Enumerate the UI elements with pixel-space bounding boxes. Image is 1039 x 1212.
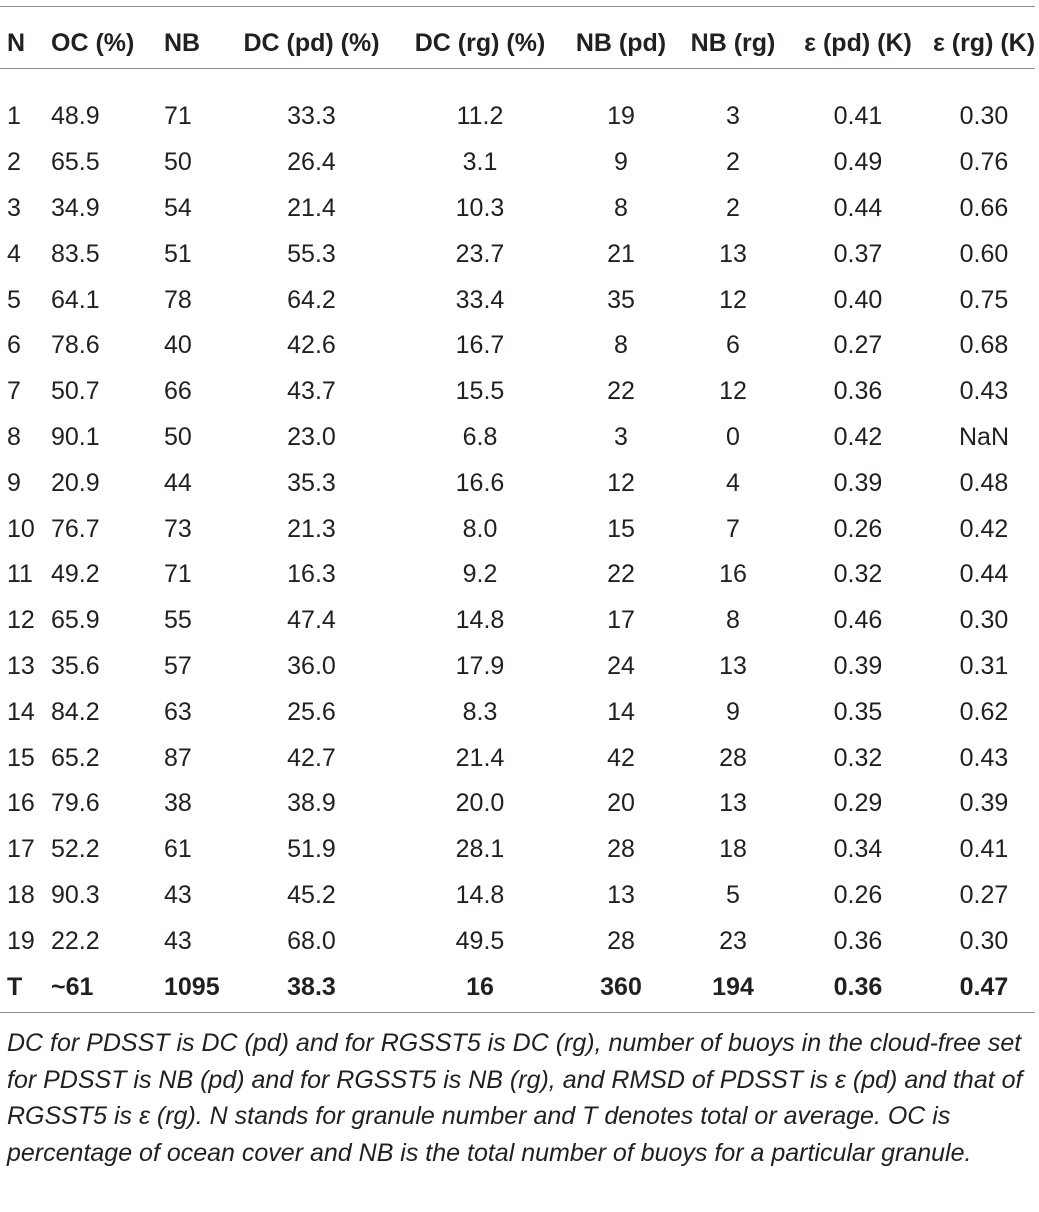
table-row (0, 552, 1039, 598)
table-cell: 3.1 (462, 148, 498, 177)
table-cell: 10.3 (455, 193, 505, 222)
table-cell: 0.60 (959, 239, 1009, 268)
table-cell: 68.0 (287, 926, 336, 955)
header-cell: ε (rg) (K) (932, 28, 1036, 57)
header-cell: DC (rg) (%) (414, 28, 546, 57)
table-cell: 42.7 (287, 743, 336, 772)
table-cell: 87 (164, 743, 192, 772)
table-cell: 8 (726, 606, 740, 635)
table-cell: 14 (607, 697, 635, 726)
table-cell: 0.49 (833, 148, 883, 177)
table-cell: 20.0 (455, 789, 505, 818)
total-cell: 16 (466, 972, 494, 1001)
table-cell: 57 (164, 651, 192, 680)
table-cell: 0.32 (833, 743, 883, 772)
table-cell: 3 (614, 422, 628, 451)
total-cell: 1095 (164, 972, 220, 1001)
table-row (0, 506, 1039, 552)
table-cell: 11.2 (456, 102, 504, 131)
table-top-rule (0, 6, 1035, 7)
table-cell: 40 (164, 331, 192, 360)
table-cell: 8 (614, 331, 628, 360)
table-cell: 48.9 (51, 102, 100, 131)
table-cell: 66 (164, 377, 192, 406)
table-cell: 76.7 (51, 514, 100, 543)
table-row (0, 644, 1039, 690)
table-cell: 90.1 (51, 422, 100, 451)
table-cell: 0.39 (833, 468, 883, 497)
table-cell: 0 (726, 422, 740, 451)
table-cell: 23.0 (287, 422, 336, 451)
table-cell: 55.3 (287, 239, 336, 268)
table-cell: 0.36 (833, 377, 883, 406)
table-cell: 54 (164, 193, 192, 222)
total-cell: T (7, 972, 23, 1001)
table-cell: 0.39 (833, 651, 883, 680)
table-cell: 12 (607, 468, 635, 497)
table-cell: 13 (719, 789, 747, 818)
table-cell: 4 (7, 239, 21, 268)
table-cell: 43 (164, 880, 192, 909)
table-cell: 0.31 (959, 651, 1009, 680)
table-cell: 0.41 (959, 835, 1009, 864)
header-cell: OC (%) (51, 28, 135, 57)
table-cell: 15 (7, 743, 35, 772)
table-row (0, 415, 1039, 461)
table-cell: 63 (164, 697, 192, 726)
table-cell: 79.6 (51, 789, 100, 818)
header-cell: NB (164, 28, 201, 57)
table-cell: 43.7 (287, 377, 336, 406)
table-cell: 12 (719, 377, 747, 406)
table-body (0, 68, 1039, 1010)
table-cell: 65.5 (51, 148, 100, 177)
table-cell: 25.6 (287, 697, 336, 726)
table-cell: 0.30 (959, 926, 1009, 955)
table-cell: 21.4 (287, 193, 336, 222)
table-cell: 73 (164, 514, 192, 543)
table-cell: 0.42 (959, 514, 1009, 543)
table-cell: 9 (614, 148, 628, 177)
table-row (0, 781, 1039, 827)
table-cell: 90.3 (51, 880, 100, 909)
table-cell: 0.26 (833, 514, 883, 543)
table-cell: 0.27 (833, 331, 883, 360)
table-cell: 11 (7, 560, 33, 589)
table-cell: 18 (7, 880, 35, 909)
total-cell: ~61 (51, 972, 94, 1001)
table-cell: 21 (607, 239, 635, 268)
table-cell: 33.4 (455, 285, 505, 314)
table-row (0, 94, 1039, 140)
table-cell: 8.3 (462, 697, 498, 726)
table-cell: 15.5 (455, 377, 505, 406)
table-cell: 4 (726, 468, 740, 497)
table-cell: 0.43 (959, 377, 1009, 406)
table-cell: 50 (164, 148, 192, 177)
table-cell: 5 (726, 880, 740, 909)
total-cell: 360 (600, 972, 642, 1001)
table-cell: 28 (607, 926, 635, 955)
table-cell: 13 (719, 651, 747, 680)
table-cell: 23 (719, 926, 747, 955)
table-cell: 71 (164, 102, 192, 131)
table-cell: 71 (164, 560, 192, 589)
table-cell: 17.9 (455, 651, 505, 680)
table-cell: 84.2 (51, 697, 100, 726)
table-cell: 28.1 (455, 835, 505, 864)
table-cell: 0.35 (833, 697, 883, 726)
table-cell: 35.3 (287, 468, 336, 497)
table-cell: 24 (607, 651, 635, 680)
table-cell: 51.9 (287, 835, 336, 864)
table-cell: 7 (7, 377, 21, 406)
table-cell: 12 (719, 285, 747, 314)
header-cell: N (7, 28, 26, 57)
table-cell: 34.9 (51, 193, 100, 222)
table-cell: 50 (164, 422, 192, 451)
table-cell: 16.7 (455, 331, 505, 360)
table-row (0, 140, 1039, 186)
table-cell: 5 (7, 285, 21, 314)
table-cell: 0.30 (959, 606, 1009, 635)
table-cell: 35.6 (51, 651, 100, 680)
table-cell: 61 (164, 835, 192, 864)
table-cell: 14.8 (455, 880, 505, 909)
table-cell: 14.8 (455, 606, 505, 635)
table-cell: 2 (726, 148, 740, 177)
table-cell: 16 (7, 789, 35, 818)
table-cell: 65.9 (51, 606, 100, 635)
table-cell: 0.46 (833, 606, 883, 635)
table-cell: 19 (7, 926, 35, 955)
table-cell: 13 (607, 880, 635, 909)
total-cell: 0.36 (833, 972, 883, 1001)
table-cell: 0.32 (833, 560, 883, 589)
table-cell: 26.4 (287, 148, 336, 177)
table-cell: 35 (607, 285, 635, 314)
table-cell: 64.1 (51, 285, 100, 314)
table-cell: 21.3 (287, 514, 336, 543)
table-cell: 6 (726, 331, 740, 360)
table-row (0, 277, 1039, 323)
table-cell: 17 (607, 606, 635, 635)
table-cell: 23.7 (455, 239, 505, 268)
table-cell: 0.68 (959, 331, 1009, 360)
table-row (0, 186, 1039, 232)
table-cell: 49.2 (51, 560, 100, 589)
table-cell: 45.2 (287, 880, 336, 909)
table-cell: 0.66 (959, 193, 1009, 222)
table-row (0, 231, 1039, 277)
table-cell: 0.29 (833, 789, 883, 818)
table-cell: 2 (726, 193, 740, 222)
table-cell: 52.2 (51, 835, 100, 864)
table-row (0, 323, 1039, 369)
header-cell: NB (rg) (690, 28, 776, 57)
table-row (0, 598, 1039, 644)
table-caption: DC for PDSST is DC (pd) and for RGSST5 is DC (rg), number of buoys in the cloud-free set for PDSST is NB (pd) and for RGSST5 is NB (rg), and RMSD of PDSST is ε (pd) and that of RGSST5 is ε (rg). N stands for granule number and T denotes total or average. OC is percentage of ocean cover and NB is the total number of buoys for a particular granule. (7, 1029, 1023, 1167)
table-cell: 6 (7, 331, 21, 360)
table-cell: 20.9 (51, 468, 100, 497)
table-cell: 15 (607, 514, 635, 543)
table-cell: 9.2 (462, 560, 498, 589)
header-row (0, 18, 1039, 68)
table-cell: 64.2 (287, 285, 336, 314)
table-cell: 22 (607, 560, 635, 589)
table-cell: 49.5 (455, 926, 505, 955)
table-cell: 0.34 (833, 835, 883, 864)
table-cell: 0.37 (833, 239, 883, 268)
table-cell: 0.30 (959, 102, 1009, 131)
table-row (0, 369, 1039, 415)
table-cell: 9 (7, 468, 21, 497)
table-cell: 0.39 (959, 789, 1009, 818)
table-row (0, 918, 1039, 964)
table-cell: 3 (726, 102, 740, 131)
table-cell: 8 (614, 193, 628, 222)
table-cell: 14 (7, 697, 35, 726)
table-cell: 2 (7, 148, 21, 177)
table-row (0, 689, 1039, 735)
table-row (0, 460, 1039, 506)
table-cell: 47.4 (287, 606, 336, 635)
table-cell: 43 (164, 926, 192, 955)
table-cell: 0.62 (959, 697, 1009, 726)
table-bottom-rule (0, 1012, 1035, 1013)
table-cell: 22 (607, 377, 635, 406)
table-cell: 10 (7, 514, 35, 543)
table-cell: 16 (719, 560, 747, 589)
table-cell: 42 (607, 743, 635, 772)
table-row (0, 735, 1039, 781)
table-cell: 50.7 (51, 377, 100, 406)
table-cell: 16.6 (455, 468, 505, 497)
table-row (0, 827, 1039, 873)
total-cell: 0.47 (959, 972, 1009, 1001)
table-cell: 38.9 (287, 789, 336, 818)
table-cell: 8.0 (462, 514, 498, 543)
table-cell: 20 (607, 789, 635, 818)
table-cell: 28 (719, 743, 747, 772)
data-table (0, 18, 1039, 1010)
table-cell: 0.27 (959, 880, 1009, 909)
table-cell: 1 (7, 102, 21, 131)
table-cell: 18 (719, 835, 747, 864)
table-cell: 7 (726, 514, 740, 543)
table-cell: 83.5 (51, 239, 100, 268)
table-row (0, 873, 1039, 919)
table-cell: 0.41 (833, 102, 883, 131)
table-cell: 13 (719, 239, 747, 268)
table-cell: 65.2 (51, 743, 100, 772)
table-cell: 13 (7, 651, 35, 680)
table-cell: 16.3 (287, 560, 336, 589)
total-cell: 194 (712, 972, 754, 1001)
table-cell: 51 (164, 239, 192, 268)
table-cell: 0.48 (959, 468, 1009, 497)
table-cell: 0.43 (959, 743, 1009, 772)
table-cell: 0.44 (959, 560, 1009, 589)
table-cell: 0.44 (833, 193, 883, 222)
table-cell: 55 (164, 606, 192, 635)
table-cell: 38 (164, 789, 192, 818)
table-cell: 9 (726, 697, 740, 726)
table-cell: 0.26 (833, 880, 883, 909)
table-cell: 0.76 (959, 148, 1009, 177)
table-cell: 19 (607, 102, 635, 131)
table-cell: 36.0 (287, 651, 336, 680)
table-cell: 0.75 (959, 285, 1009, 314)
table-spacer (0, 68, 1039, 94)
table-cell: 0.36 (833, 926, 883, 955)
table-cell: 78 (164, 285, 192, 314)
table-cell: 44 (164, 468, 192, 497)
table-cell: 0.42 (833, 422, 883, 451)
table-cell: 6.8 (462, 422, 498, 451)
table-cell: 12 (7, 606, 35, 635)
total-row (0, 964, 1039, 1010)
header-cell: DC (pd) (%) (243, 28, 380, 57)
table-cell: 42.6 (287, 331, 336, 360)
table-cell: 0.40 (833, 285, 883, 314)
table-cell: 22.2 (51, 926, 100, 955)
header-cell: NB (pd) (575, 28, 667, 57)
table-cell: 17 (7, 835, 35, 864)
table-cell: 28 (607, 835, 635, 864)
header-cell: ε (pd) (K) (804, 28, 912, 57)
total-cell: 38.3 (287, 972, 336, 1001)
table-cell: 21.4 (455, 743, 505, 772)
table-cell: 78.6 (51, 331, 100, 360)
table-cell: 3 (7, 193, 21, 222)
table-cell: NaN (958, 422, 1009, 451)
table-cell: 33.3 (287, 102, 336, 131)
table-cell: 8 (7, 422, 21, 451)
